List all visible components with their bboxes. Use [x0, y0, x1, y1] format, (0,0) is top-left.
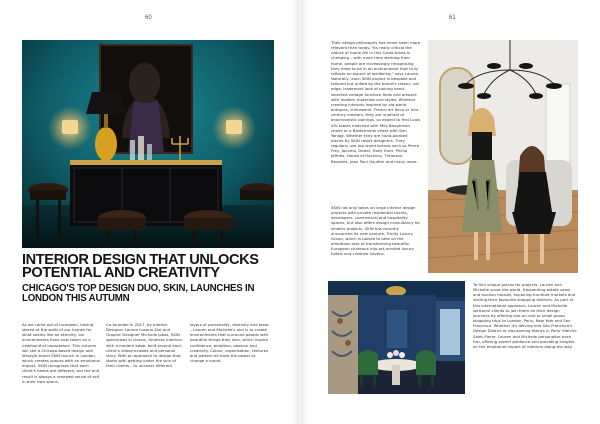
body-column-right-bottom: To find unique pieces for projects, Lauren and Michelle scout the world, frequenting estate sales and auction houses, exploring furniture markets and visiting their favourite shopping districts. As part of this international approach, Lauren and Michelle welcome clients to join them on their design journeys by offering one-on-one or small group shopping trips to London, Paris, New York and San Francisco. Whether it's delving into San Francisco's Design District or discovering fabrics in Paris' Marche Saint-Pierre, Lauren and Michelle personalise each trip, offering expert guidance and providing insights on the emotional impact of interiors along the way. — [473, 282, 577, 349]
body-column-3: layers of personality, diversity and taste – Lauren and Michelle's aim is to create environments that surround people with beautiful things they love, which inspire confidence, ambition, passion and creativity. Colour, organisation, textures and pattern all have the power to change a mood. — [190, 322, 269, 364]
blue-dining-room-photo — [328, 281, 465, 394]
hero-bar-illustration — [22, 40, 274, 248]
article-subhead: CHICAGO'S TOP DESIGN DUO, SKIN, LAUNCHES IN LONDON THIS AUTUMN — [22, 283, 255, 304]
dining-room-illustration — [328, 281, 465, 394]
designers-portrait-illustration — [428, 40, 578, 273]
page-number-left: 60 — [145, 15, 152, 21]
body-column-right-middle: SKIN not only takes on large interior design projects with private residential clients, developers, commercial and hospitality spaces, but also offers design consultancy for smaller projects. SKIN has recently announced its new venture, Trinity Luxury Group, which is poised to take on the ambitious task of transforming beautiful European chateaux into art-minded luxury hotels and creative havens. — [331, 205, 421, 257]
designers-portrait-photo — [428, 40, 578, 273]
page-number-right: 61 — [449, 15, 456, 21]
body-column-right-top: Their design philosophy has never been more relevant than today. "Its really critical the nature of home life in this Covid-times is changing – with more time working from home, people are increasingly recognising they need to be in an environment that truly reflects an aspect of wellbeing," says Lauren. Naturally, each SKIN project is bespoke and tailored but united by the brand's classic, set edge, trademark look of pairing hand-selected vintage furniture finds and artwork with modern materials and styles. Whether creating interiors inspired by old world antiques, chinoiserie, French art deco or mid-century masters, they are unafraid of anachronistic pairings, so expect to find Louis XIV tables matched with Milo Baughman chairs or a Biedermeier chest with Sori Yanagi. Whether they are hand-painted pieces by SKIN resort designers. They regularly use top world brands such as Pierre Frey, Jacomo, Dedar, Holly Hunt, Phillip Jeffries, House of Hackney, Timorous Beasties, Jean Paul Gaultier and many more. — [331, 40, 421, 164]
body-column-2: Co-founded in 2017, by Interior Designer Lauren Lozano Ziol and Graphic Designer Michelle Jokas, SKIN specialises in classic, timeless interiors with a modern edge, built around each client's idiosyncrasies and personal story. With an approach to design that starts with getting under the skin of their clients – to uncover different — [106, 322, 183, 369]
article-headline: INTERIOR DESIGN THAT UNLOCKS POTENTIAL AND CREATIVITY — [22, 252, 259, 282]
body-column-1: As we come out of lockdown, having stared at the walls of our homes for what seems like an eternity, our environments have now taken on a newfound of importance. This autumn will see a Chicago-based design and lifestyle brand SKIN launch in London, which creates spaces with an emotional impact. SKIN recognises that each client's needs are different, but the end result is always a renewed sense of self in their own space. — [22, 322, 100, 384]
right-page — [301, 0, 600, 424]
left-page — [0, 0, 299, 424]
hero-bar-photo — [22, 40, 274, 248]
